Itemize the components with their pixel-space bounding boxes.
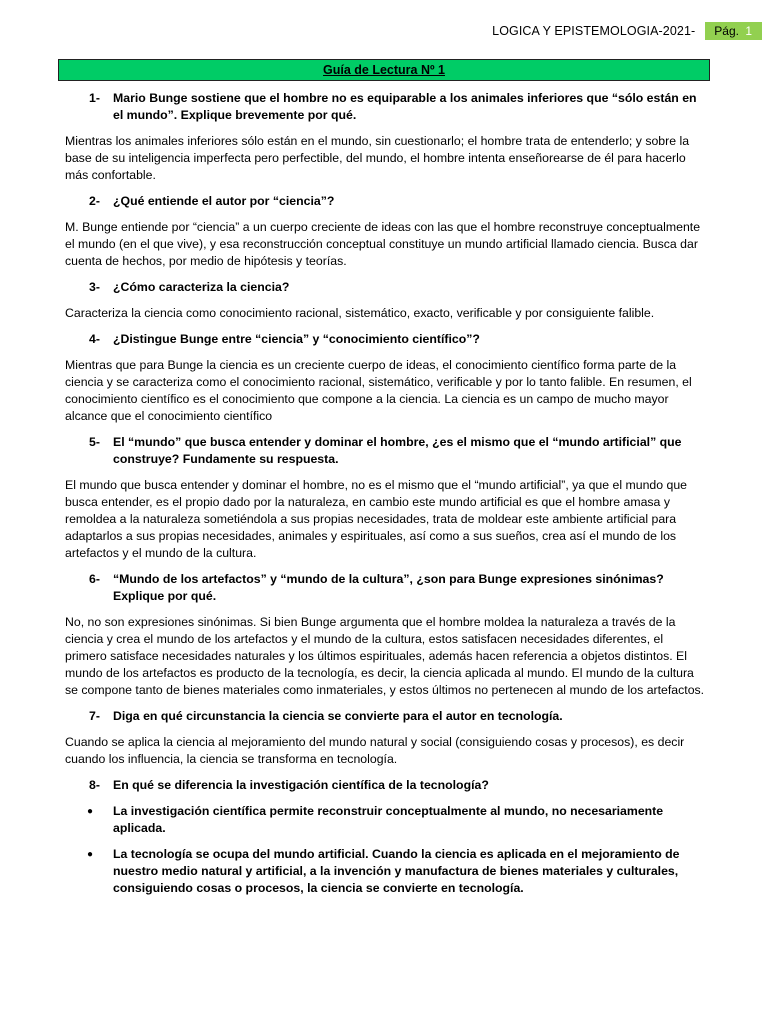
question-number: 5-	[89, 435, 100, 449]
page-label: Pág.	[714, 24, 739, 38]
bullet-text: La tecnología se ocupa del mundo artificial. Cuando la ciencia es aplicada en el mejoramiento de nuestro medio natural y artificial, a la invención y manufactura de bienes materiales y culturales, consiguiendo cosas o procesos, la ciencia se convierte en tecnología.	[113, 847, 680, 895]
question-number: 2-	[89, 194, 100, 208]
question-text: ¿Cómo caracteriza la ciencia?	[113, 280, 290, 294]
answer-text: Mientras que para Bunge la ciencia es un creciente cuerpo de ideas, el conocimiento científico forma parte de la ciencia y se caracteriza como el conocimiento racional, sistemático, verificable y por lo tanto falible. En resumen, el conocimiento científico es el conocimiento que compone a la ciencia. La ciencia es un campo de mucho mayor alcance que el conocimiento científico	[65, 358, 692, 423]
question-number: 1-	[89, 91, 100, 105]
question	[89, 434, 705, 468]
question-number: 4-	[89, 332, 100, 346]
page-number-box	[705, 22, 762, 40]
bullet-item	[87, 803, 705, 837]
question	[89, 193, 705, 210]
answer-text: No, no son expresiones sinónimas. Si bien Bunge argumenta que el hombre moldea la naturaleza a través de la ciencia y crea el mundo de los artefactos y el mundo de la cultura, estos satisfacen necesidades diferentes, el primero satisface necesidades naturales y los últimos espirituales, además hacen referencia a objetos distintos. El mundo de los artefactos es producto de la tecnología, es decir, la ciencia aplicada al mundo. El mundo de la cultura se compone tanto de bienes materiales como inmateriales, y estos últimos no pertenecen al mundo de los artefactos.	[65, 615, 705, 697]
question	[89, 279, 705, 296]
answer-text: Caracteriza la ciencia como conocimiento racional, sistemático, exacto, verificable y por consiguiente falible.	[65, 306, 655, 320]
question	[89, 90, 705, 124]
bullet-item	[87, 846, 705, 897]
answer-text: El mundo que busca entender y dominar el hombre, no es el mismo que el “mundo artificial”, ya que el mundo que busca entender, es el propio dado por la naturaleza, en cambio este mundo artificial es que el hombre amasa y remoldea a la naturaleza sometiéndola a sus propias necesidades, trata de moldear este ambiente artificial para adaptarlos a sus propias necesidades, animales y espirituales, así como a sus sueños, crea así el mundo de los artefactos y el mundo de la cultura.	[65, 478, 688, 560]
answer-text: Cuando se aplica la ciencia al mejoramiento del mundo natural y social (consiguiendo cosas y procesos), es decir cuando los influencia, la ciencia se transforma en tecnología.	[65, 735, 685, 766]
guide-title: Guía de Lectura Nº 1	[58, 59, 710, 81]
document-title: LOGICA Y EPISTEMOLOGIA-2021-	[492, 24, 696, 38]
question	[89, 331, 705, 348]
question-text: En qué se diferencia la investigación científica de la tecnología?	[113, 778, 489, 792]
question-number: 8-	[89, 778, 100, 792]
question	[89, 708, 705, 725]
document-body	[65, 90, 705, 906]
question-text: Mario Bunge sostiene que el hombre no es equiparable a los animales inferiores que “sólo están en el mundo”. Explique brevemente por qué.	[113, 91, 697, 122]
question-text: “Mundo de los artefactos” y “mundo de la cultura”, ¿son para Bunge expresiones sinónimas? Explique por qué.	[113, 572, 664, 603]
page-header	[492, 22, 762, 40]
page-number: 1	[745, 24, 752, 38]
bullet-dot-icon: ●	[87, 849, 94, 860]
answer-text: Mientras los animales inferiores sólo están en el mundo, sin cuestionarlo; el hombre trata de entenderlo; y sobre la base de su inteligencia imperfecta pero perfectible, del mundo, el hombre intenta enseñorearse de él para hacerlo más confortable.	[65, 134, 690, 182]
question-number: 3-	[89, 280, 100, 294]
question-text: Diga en qué circunstancia la ciencia se convierte para el autor en tecnología.	[113, 709, 563, 723]
question-number: 7-	[89, 709, 100, 723]
question-number: 6-	[89, 572, 100, 586]
question-text: ¿Qué entiende el autor por “ciencia”?	[113, 194, 335, 208]
question-text: El “mundo” que busca entender y dominar el hombre, ¿es el mismo que el “mundo artificial” que construye? Fundamente su respuesta.	[113, 435, 682, 466]
question	[89, 571, 705, 605]
question	[89, 777, 705, 794]
bullet-dot-icon: ●	[87, 806, 94, 817]
answer-text: M. Bunge entiende por “ciencia” a un cuerpo creciente de ideas con las que el hombre reconstruye conceptualmente el mundo (en el que vive), y esa reconstrucción conceptual constituye un mundo artificial llamado ciencia. Busca dar cuenta de hechos, por medio de hipótesis y teorías.	[65, 220, 701, 268]
question-text: ¿Distingue Bunge entre “ciencia” y “conocimiento científico”?	[113, 332, 480, 346]
bullet-text: La investigación científica permite reconstruir conceptualmente al mundo, no necesariamente aplicada.	[113, 804, 664, 835]
